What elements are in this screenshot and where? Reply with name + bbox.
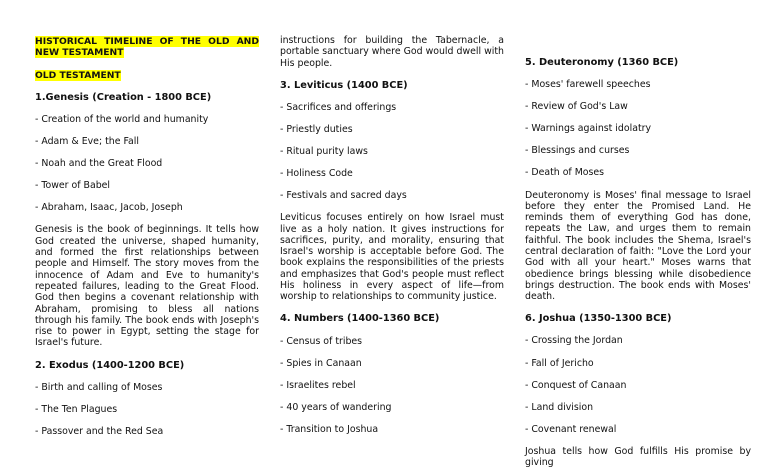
column-3	[525, 57, 751, 468]
list-item: - Covenant renewal	[525, 423, 617, 435]
paragraph-exodus-continued: instructions for building the Tabernacle, a portable sanctuary where God would dwell with His people.	[280, 35, 504, 69]
list-item: - Passover and the Red Sea	[35, 425, 164, 437]
column-2	[280, 35, 504, 435]
heading-deuteronomy: 5. Deuteronomy (1360 BCE)	[525, 57, 679, 68]
heading-exodus: 2. Exodus (1400-1200 BCE)	[35, 359, 185, 371]
heading-leviticus: 3. Leviticus (1400 BCE)	[280, 79, 408, 91]
list-item: - Warnings against idolatry	[525, 123, 652, 135]
list-item: - Tower of Babel	[35, 180, 111, 192]
list-item: - Noah and the Great Flood	[35, 158, 163, 170]
list-item: - 40 years of wandering	[280, 401, 392, 413]
list-item: - Sacrifices and offerings	[280, 101, 397, 113]
list-item: - Holiness Code	[280, 168, 353, 180]
heading-genesis: 1.Genesis (Creation - 1800 BCE)	[35, 91, 212, 103]
list-item: - Moses' farewell speeches	[525, 79, 651, 91]
paragraph-genesis: Genesis is the book of beginnings. It tells how God created the universe, shaped humanity, and formed the first relationships between people and Himself. The story moves from the innocence of Adam and Eve to humanity's repeated failures, leading to the Great Flood. God then begins a covenant relationship with Abraham, promising to bless all nations through his family. The book ends with Joseph's rise to power in Egypt, setting the stage for Israel's future.	[35, 224, 259, 349]
list-item: - Death of Moses	[525, 167, 605, 179]
list-item: - Spies in Canaan	[280, 357, 362, 369]
heading-joshua: 6. Joshua (1350-1300 BCE)	[525, 313, 672, 325]
paragraph-leviticus: Leviticus focuses entirely on how Israel must live as a holy nation. It gives instructions for sacrifices, purity, and morality, ensuring that Israel's worship is acceptable before God. The book explains the responsibilities of the priests and emphasizes that God's people must reflect His holiness in every aspect of life—from worship to relationships to community justice.	[280, 212, 504, 303]
list-item: - Crossing the Jordan	[525, 335, 623, 347]
list-item: - The Ten Plagues	[35, 403, 118, 415]
list-item: - Creation of the world and humanity	[35, 113, 209, 125]
list-item: - Conquest of Canaan	[525, 379, 627, 391]
list-item: - Review of God's Law	[525, 101, 628, 113]
list-item: - Blessings and curses	[525, 145, 630, 157]
list-item: - Land division	[525, 401, 594, 413]
paragraph-deuteronomy: Deuteronomy is Moses' final message to Israel before they enter the Promised Land. He reminds them of everything God has done, repeats the Law, and urges them to remain faithful. The book includes the Shema, Israel's central declaration of faith: "Love the Lord your God with all your heart." Moses warns that obedience brings blessing while disobedience brings destruction. The book ends with Moses' death.	[525, 189, 751, 303]
list-item: - Fall of Jericho	[525, 357, 594, 369]
list-item: - Israelites rebel	[280, 379, 356, 391]
paragraph-joshua: Joshua tells how God fulfills His promise by giving	[525, 445, 751, 468]
list-item: - Ritual purity laws	[280, 145, 368, 157]
column-1	[35, 36, 259, 437]
document-title: HISTORICAL TIMELINE OF THE OLD AND NEW TESTAMENT	[35, 36, 259, 59]
section-heading-old-testament: OLD TESTAMENT	[35, 69, 121, 81]
list-item: - Birth and calling of Moses	[35, 381, 163, 393]
list-item: - Priestly duties	[280, 123, 353, 135]
list-item: - Festivals and sacred days	[280, 190, 407, 202]
list-item: - Transition to Joshua	[280, 423, 379, 435]
list-item: - Abraham, Isaac, Jacob, Joseph	[35, 202, 183, 214]
list-item: - Adam & Eve; the Fall	[35, 136, 139, 148]
list-item: - Census of tribes	[280, 335, 363, 347]
heading-numbers: 4. Numbers (1400-1360 BCE)	[280, 313, 440, 325]
